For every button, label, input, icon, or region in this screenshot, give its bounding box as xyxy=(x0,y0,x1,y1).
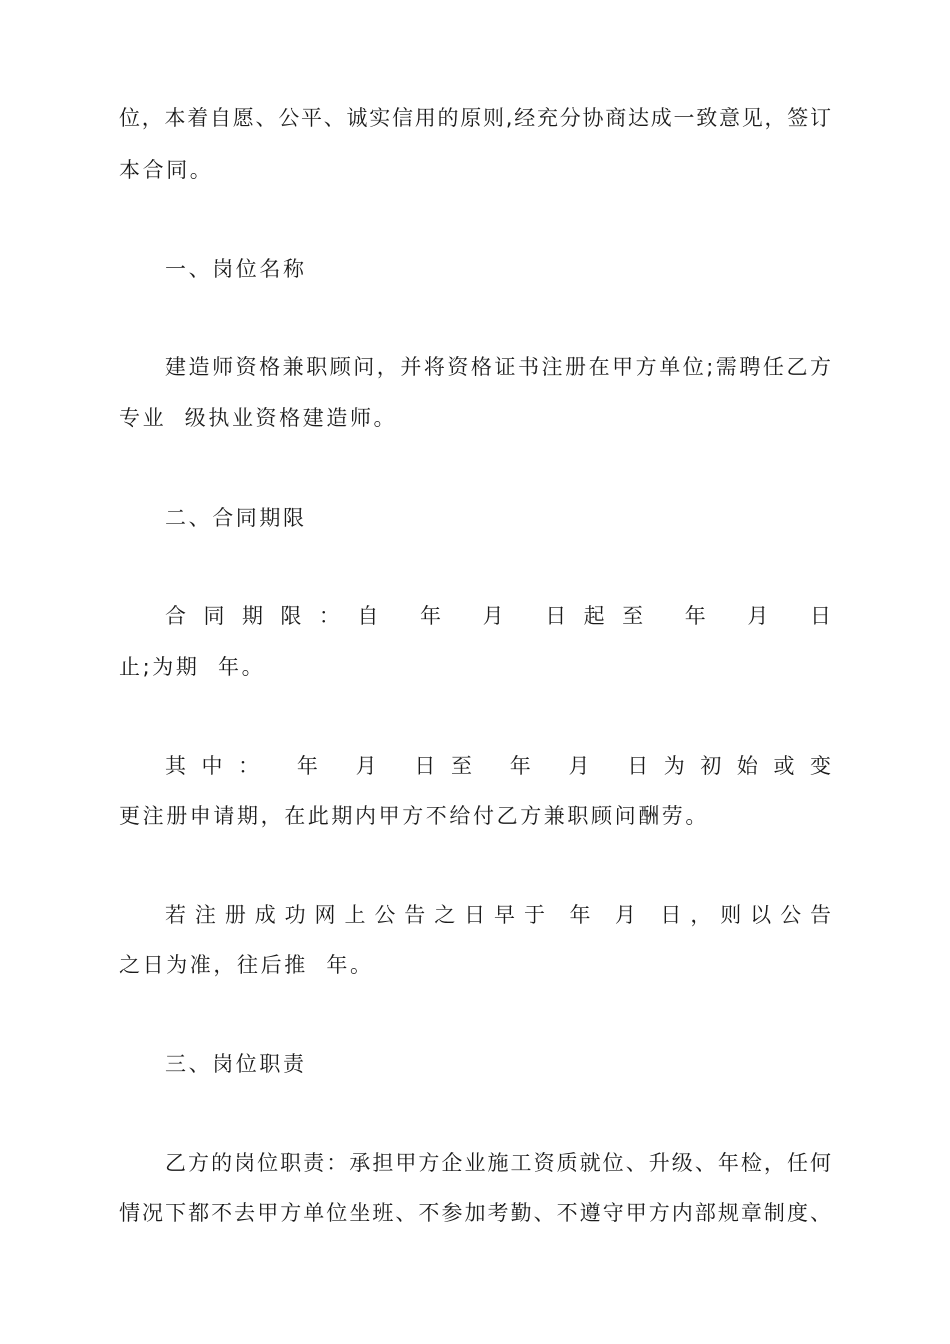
intro-line-2: 本合同。 xyxy=(119,158,214,182)
section-heading-contract-term: 二、合同期限 xyxy=(165,506,307,530)
duties-line-2: 情况下都不去甲方单位坐班、不参加考勤、不遵守甲方内部规章制度、 xyxy=(119,1201,831,1225)
intro-line-1: 位，本着自愿、公平、诚实信用的原则,经充分协商达成一致意见，签订 xyxy=(119,106,831,130)
term-line-2: 止;为期 年。 xyxy=(119,655,266,679)
section-heading-position-name: 一、岗位名称 xyxy=(165,257,307,281)
registration-line-1: 其中： 年 月 日至 年 月 日为初始或变 xyxy=(165,754,831,778)
position-line-2: 专业 级执业资格建造师。 xyxy=(119,406,398,430)
registration-line-2: 更注册申请期，在此期内甲方不给付乙方兼职顾问酬劳。 xyxy=(119,804,709,828)
term-line-1: 合同期限：自 年 月 日起至 年 月 日 xyxy=(165,604,831,628)
announcement-line-1: 若注册成功网上公告之日早于 年 月 日，则以公告 xyxy=(165,903,831,927)
position-line-1: 建造师资格兼职顾问，并将资格证书注册在甲方单位;需聘任乙方 xyxy=(165,355,831,379)
duties-line-1: 乙方的岗位职责：承担甲方企业施工资质就位、升级、年检，任何 xyxy=(165,1151,831,1175)
section-heading-duties: 三、岗位职责 xyxy=(165,1052,307,1076)
announcement-line-2: 之日为准，往后推 年。 xyxy=(119,953,374,977)
